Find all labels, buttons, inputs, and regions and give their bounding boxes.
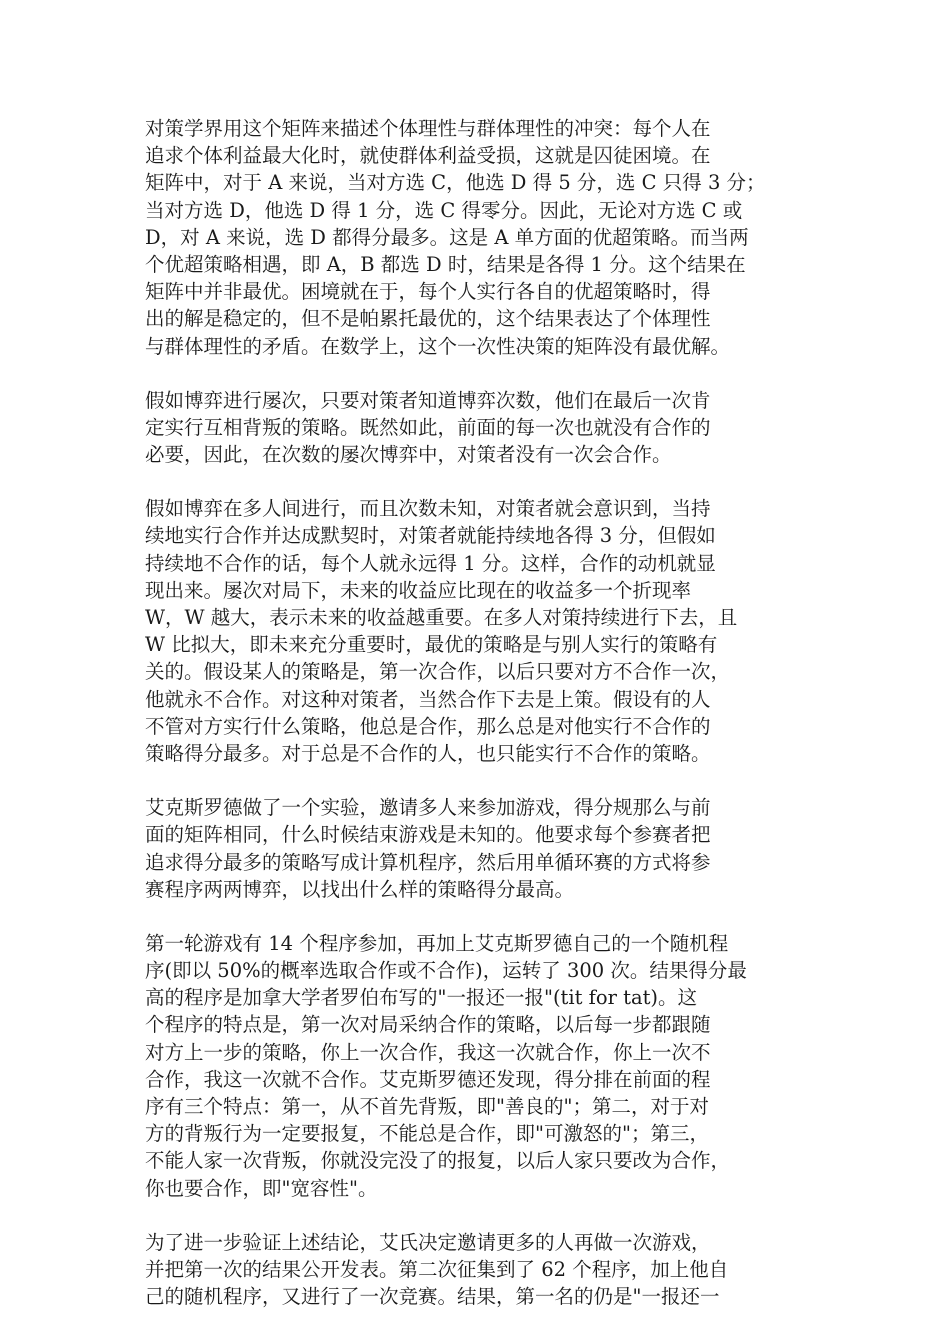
text-line: 与群体理性的矛盾。在数学上，这个一次性决策的矩阵没有最优解。: [145, 334, 731, 358]
text-line: 他就永不合作。对这种对策者，当然合作下去是上策。假设有的人: [145, 687, 711, 711]
text-line: 第一轮游戏有 14 个程序参加，再加上艾克斯罗德自己的一个随机程: [145, 931, 729, 955]
text-line: D，对 A 来说，选 D 都得分最多。这是 A 单方面的优超策略。而当两: [145, 225, 749, 249]
text-line: 追求得分最多的策略写成计算机程序，然后用单循环赛的方式将参: [145, 850, 711, 874]
text-line: W，W 越大，表示未来的收益越重要。在多人对策持续进行下去，且: [145, 606, 738, 629]
text-line: 方的背叛行为一定要报复，不能总是合作，即"可激怒的"；第三，: [145, 1122, 709, 1146]
text-line: 个优超策略相遇，即 A，B 都选 D 时，结果是各得 1 分。这个结果在: [145, 252, 746, 276]
text-line: 序有三个特点：第一，从不首先背叛，即"善良的"；第二，对于对: [145, 1095, 709, 1118]
text-line: W 比拟大，即未来充分重要时，最优的策略是与别人实行的策略有: [145, 633, 718, 657]
text-line: 赛程序两两博弈，以找出什么样的策略得分最高。: [145, 877, 575, 901]
text-line: 对策学界用这个矩阵来描述个体理性与群体理性的冲突：每个人在: [145, 117, 711, 140]
text-line: 并把第一次的结果公开发表。第二次征集到了 62 个程序，加上他自: [145, 1257, 729, 1281]
text-line: 个程序的特点是，第一次对局采纳合作的策略，以后每一步都跟随: [145, 1013, 711, 1037]
text-line: 不管对方实行什么策略，他总是合作，那么总是对他实行不合作的: [145, 714, 711, 738]
text-line: 艾克斯罗德做了一个实验，邀请多人来参加游戏，得分规那么与前: [145, 796, 711, 820]
text-line: 现出来。屡次对局下，未来的收益应比现在的收益多一个折现率: [145, 578, 692, 602]
text-line: 假如博弈在多人间进行，而且次数未知，对策者就会意识到，当持: [145, 497, 711, 521]
text-line: 不能人家一次背叛，你就没完没了的报复，以后人家只要改为合作，: [145, 1149, 731, 1173]
document-body: [145, 115, 805, 1337]
text-line: 为了进一步验证上述结论，艾氏决定邀请更多的人再做一次游戏，: [145, 1230, 711, 1254]
text-line: 矩阵中，对于 A 来说，当对方选 C，他选 D 得 5 分，选 C 只得 3 分；: [145, 171, 766, 195]
text-line: 矩阵中并非最优。困境就在于，每个人实行各自的优超策略时，得: [145, 280, 711, 304]
text-line: 面的矩阵相同，什么时候结束游戏是未知的。他要求每个参赛者把: [145, 823, 711, 847]
text-line: 假如博弈进行屡次，只要对策者知道博弈次数，他们在最后一次肯: [145, 388, 711, 412]
text-line: 高的程序是加拿大学者罗伯布写的"一报还一报"(tit for tat)。这: [145, 986, 698, 1010]
text-line: 出的解是稳定的，但不是帕累托最优的，这个结果表达了个体理性: [145, 307, 711, 331]
text-line: 合作，我这一次就不合作。艾克斯罗德还发现，得分排在前面的程: [145, 1067, 711, 1091]
text-line: 对方上一步的策略，你上一次合作，我这一次就合作，你上一次不: [145, 1040, 711, 1064]
text-line: 序(即以 50%的概率选取合作或不合作)，运转了 300 次。结果得分最: [145, 959, 747, 983]
text-line: 己的随机程序，又进行了一次竞赛。结果，第一名的仍是"一报还一: [145, 1285, 720, 1309]
paragraph-first-round: [145, 930, 805, 1202]
paragraph-second-round: [145, 1229, 805, 1311]
paragraph-prisoners-dilemma: [145, 115, 805, 360]
text-line: 你也要合作，即"宽容性"。: [145, 1176, 378, 1200]
text-line: 必要，因此，在次数的屡次博弈中，对策者没有一次会合作。: [145, 443, 672, 467]
text-line: 策略得分最多。对于总是不合作的人，也只能实行不合作的策略。: [145, 741, 711, 765]
text-line: 追求个体利益最大化时，就使群体利益受损，这就是囚徒困境。在: [145, 144, 711, 168]
paragraph-repeated-games: [145, 387, 805, 469]
text-line: 续地实行合作并达成默契时，对策者就能持续地各得 3 分，但假如: [145, 524, 716, 548]
paragraph-axelrod-experiment: [145, 794, 805, 903]
text-line: 持续地不合作的话，每个人就永远得 1 分。这样，合作的动机就显: [145, 551, 716, 575]
text-line: 关的。假设某人的策略是，第一次合作，以后只要对方不合作一次，: [145, 660, 731, 684]
text-line: 定实行互相背叛的策略。既然如此，前面的每一次也就没有合作的: [145, 415, 711, 439]
text-line: 当对方选 D，他选 D 得 1 分，选 C 得零分。因此，无论对方选 C 或: [145, 198, 743, 222]
paragraph-multiplayer: [145, 495, 805, 767]
